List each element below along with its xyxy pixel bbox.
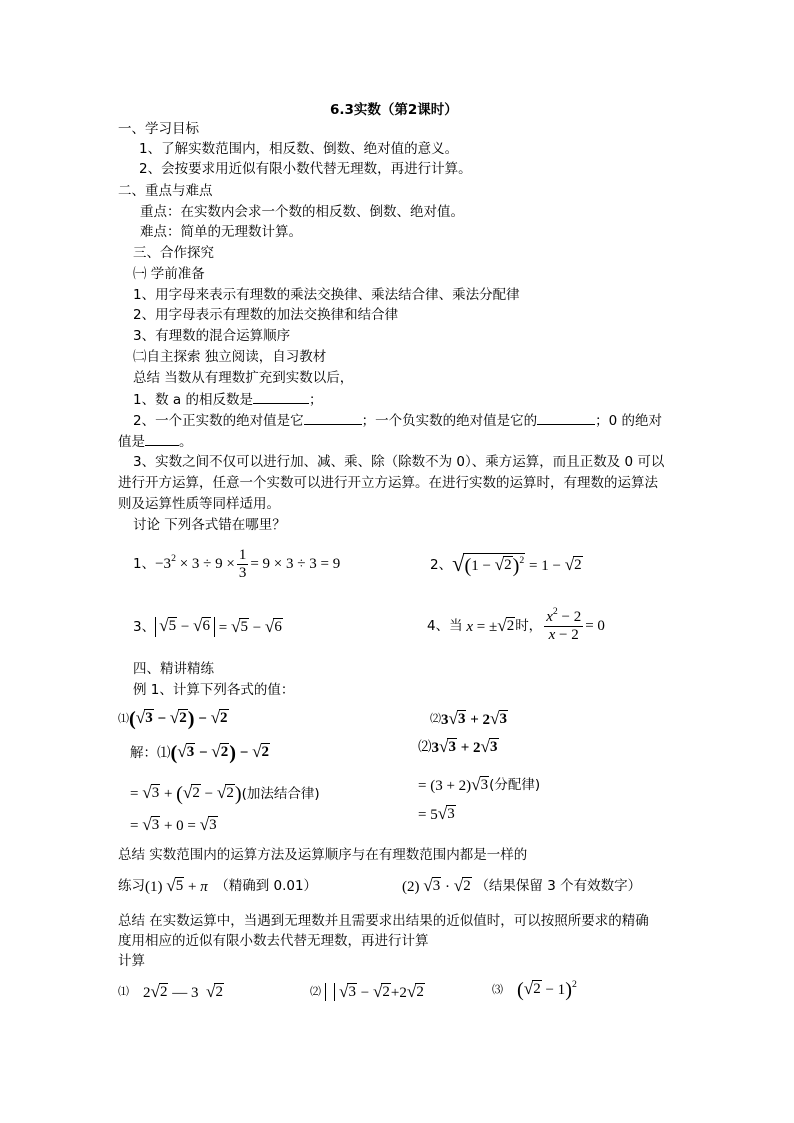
question-2-cont — [118, 432, 193, 451]
key-heading: 二、重点与难点 — [118, 183, 213, 199]
coop-heading: 三、合作探究 — [133, 245, 214, 261]
exercise-label: 练习 — [118, 878, 145, 894]
discussion-3-label: 3、 — [133, 619, 156, 635]
calc-item-2-expr: √ 3 − √ 2 +2 √ 2 — [339, 981, 424, 1001]
solution-2-step-2-expr: = 5 √ 3 — [418, 803, 455, 823]
question-1 — [133, 390, 322, 409]
answer-blank — [253, 390, 309, 404]
solution-2-step-1 — [418, 774, 540, 796]
self-study: ㈡自主探索 独立阅读，自习教材 — [133, 349, 327, 365]
example-problem-1-expr: ( √ 3 − √ 2 ) − √ 2 — [129, 707, 228, 730]
solution-1-step-2 — [130, 814, 218, 836]
discussion-1-result: = 9 × 3 ÷ 3 = 9 — [250, 556, 341, 572]
difficulty: 难点：简单的无理数计算。 — [140, 224, 302, 240]
associative-law-note: (加法结合律) — [241, 786, 320, 802]
solution-2-label: ⑵ — [418, 739, 432, 755]
solution-2-expr: 3 √ 3 + 2 √ 3 — [431, 736, 498, 756]
discussion-2-result: = 1 − √ 2 — [525, 554, 582, 574]
exercise-2-expr: (2) √ 3 · √ 2 — [402, 875, 471, 895]
prep-item-1: 1、用字母来表示有理数的乘法交换律、乘法结合律、乘法分配律 — [133, 287, 520, 303]
solution-2-header — [418, 736, 499, 758]
question-2-part-e: 。 — [179, 434, 193, 450]
goal-heading: 一、学习目标 — [118, 121, 199, 137]
question-2 — [133, 411, 662, 430]
page-title-text: 6.3实数（第2课时） — [330, 102, 458, 118]
goal-item-2: 2、会按要求用近似有限小数代替无理数，再进行计算。 — [139, 161, 472, 177]
question-3-line-2: 进行开方运算，任意一个实数可以进行开立方运算。在进行实数的运算时，有理数的运算法 — [118, 475, 658, 491]
abs-left-bar — [325, 983, 326, 1001]
prep-item-2: 2、用字母表示有理数的加法交换律和结合律 — [133, 307, 399, 323]
exercise-line — [118, 874, 317, 898]
question-3-line-1: 3、实数之间不仅可以进行加、减、乘、除（除数不为 0）、乘方运算，而且正数及 0 可以 — [133, 454, 665, 470]
calc-item-3-expr: ( √ 2 − 1)$^2$ — [517, 978, 577, 1001]
solution-label: 解： — [130, 745, 157, 761]
sqrt-outer: √ (1 − √ 2 )$^2$ — [452, 551, 525, 578]
absolute-value: √ 5 − √ 6 — [155, 617, 215, 637]
calc-item-1-label: ⑴ — [118, 985, 129, 998]
discussion-1-expr: $-3^2 \times 3 \div 9$ × — [155, 553, 235, 572]
example-problem-2-label: ⑵ — [430, 712, 441, 725]
solution-1-label: ⑴ — [157, 745, 171, 761]
abs-left-bar-2 — [334, 983, 335, 1001]
answer-blank — [304, 411, 362, 425]
discussion-3 — [133, 614, 283, 640]
question-2-part-a: 2、一个正实数的绝对值是它 — [133, 413, 304, 429]
exercise-line-2 — [402, 874, 641, 898]
fraction-one-third: $\frac{1}{3}$ — [238, 546, 247, 581]
summary-3-line-1: 总结 在实数运算中，当遇到无理数并且需要求出结果的近似值时，可以按照所要求的精确 — [118, 913, 649, 929]
calc-item-2 — [310, 980, 425, 1004]
discussion-1-label: 1、 — [133, 556, 156, 572]
question-3-line-3: 则及运算性质等同样适用。 — [118, 496, 280, 512]
summary-2: 总结 实数范围内的运算方法及运算顺序与在有理数范围内都是一样的 — [118, 847, 528, 863]
calc-item-2-label: ⑵ — [310, 985, 321, 998]
example-problem-1-label: ⑴ — [118, 712, 129, 725]
solution-1-header — [130, 740, 270, 766]
solution-1-step-1 — [130, 783, 320, 805]
solution-1-step-1-expr: = √ 3 + ( √ 2 − √ 2 ) — [130, 782, 242, 805]
answer-blank — [537, 411, 595, 425]
practice-heading: 四、精讲精练 — [133, 661, 214, 677]
answer-blank — [145, 432, 179, 446]
discuss-prompt: 讨论 下列各式错在哪里？ — [133, 517, 286, 533]
example-1: 例 1、计算下列各式的值： — [133, 682, 295, 698]
discussion-3-result: = √ 5 − √ 6 — [215, 616, 282, 636]
prep-item-3: 3、有理数的混合运算顺序 — [133, 328, 291, 344]
solution-1-expr: ( √ 3 − √ 2 ) − √ 2 — [170, 741, 270, 764]
question-1-end: ； — [308, 392, 323, 408]
discussion-4-label: 4、当 — [427, 618, 463, 634]
discussion-4-mid: 时， — [515, 618, 543, 634]
question-2-part-c: ；0 的绝对 — [595, 413, 662, 429]
distributive-law-note: (分配律) — [489, 777, 541, 793]
solution-2-step-1-expr: = (3 + 2) √ 3 — [418, 774, 489, 794]
exercise-2-note: （结果保留 3 个有效数字） — [475, 878, 642, 894]
question-2-part-d: 值是 — [118, 434, 145, 450]
calc-item-1-expr: 2 √ 2 — 3 √ 2 — [143, 981, 223, 1001]
example-problem-1 — [118, 706, 229, 732]
discussion-4 — [427, 606, 605, 646]
calc-heading: 计算 — [118, 953, 145, 969]
summary-intro: 总结 当数从有理数扩充到实数以后， — [133, 370, 354, 386]
summary-3-line-2: 度用相应的近似有限小数去代替无理数，再进行计算 — [118, 933, 429, 949]
example-problem-2-expr: 3 √ 3 + 2 √ 3 — [441, 708, 507, 728]
discussion-4-cond: x = ± √ 2 — [466, 615, 515, 635]
question-2-part-b: ；一个负实数的绝对值是它的 — [361, 413, 538, 429]
calc-item-3-label: ⑶ — [492, 983, 503, 996]
example-problem-2 — [430, 708, 508, 730]
exercise-1-expr: (1) √ 5 + π — [145, 875, 208, 895]
discussion-4-result: = 0 — [585, 618, 605, 634]
fraction-expression: $\frac{x^2 - 2}{x - 2}$ — [546, 605, 582, 643]
prep-heading: ㈠ 学前准备 — [133, 266, 205, 282]
discussion-1 — [133, 544, 340, 584]
calc-item-1 — [118, 980, 224, 1004]
solution-1-step-2-expr: = √ 3 + 0 = √ 3 — [130, 814, 217, 834]
solution-2-step-2 — [418, 803, 456, 825]
discussion-2 — [430, 550, 583, 580]
question-1-text: 1、数 a 的相反数是 — [133, 392, 253, 408]
goal-item-1: 1、了解实数范围内，相反数、倒数、绝对值的意义。 — [139, 141, 459, 157]
discussion-2-label: 2、 — [430, 557, 453, 573]
key-point: 重点：在实数内会求一个数的相反数、倒数、绝对值。 — [140, 204, 464, 220]
exercise-1-note: （精确到 0.01） — [215, 878, 318, 894]
calc-item-3 — [492, 976, 577, 1004]
